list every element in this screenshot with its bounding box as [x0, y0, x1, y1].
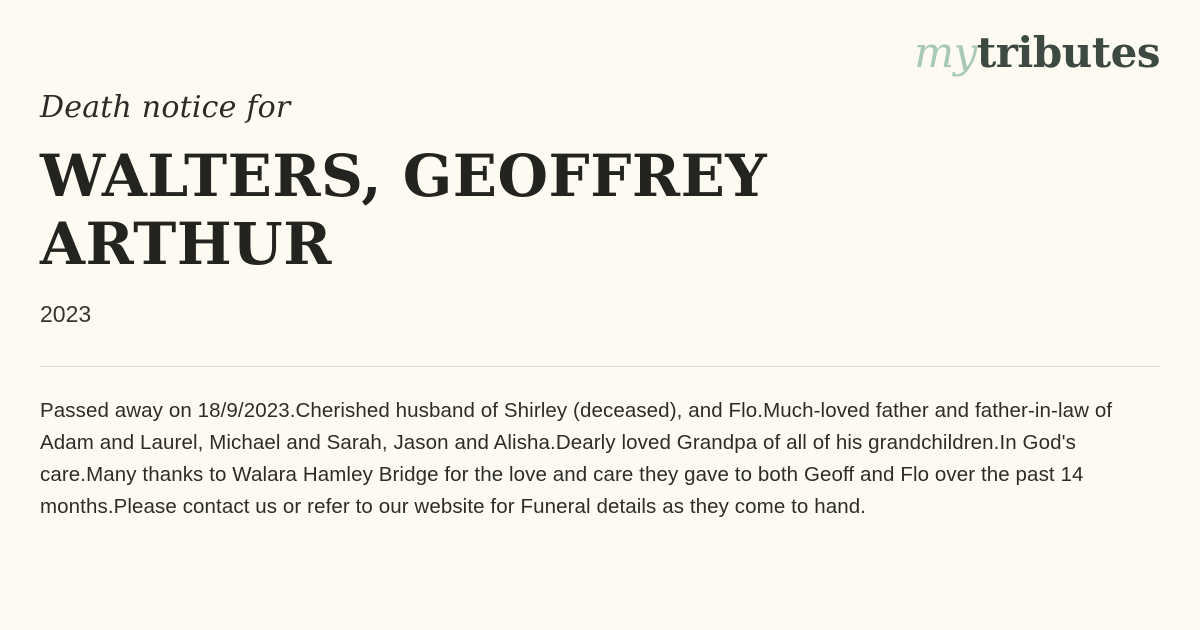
section-divider: [40, 366, 1160, 367]
notice-eyebrow: Death notice for: [40, 90, 291, 125]
logo-my-text: my: [914, 28, 977, 77]
mytributes-logo[interactable]: [914, 28, 1160, 77]
notice-body: Passed away on 18/9/2023.Cherished husband of Shirley (deceased), and Flo.Much-loved father and father-in-law of Adam and Laurel, Michael and Sarah, Jason and Alisha.Dearly loved Grandpa of all of his grandchildren.In God's care.Many thanks to Walara Hamley Bridge for the love and care they gave to both Geoff and Flo over the past 14 months.Please contact us or refer to our website for Funeral details as they come to hand.: [40, 399, 1113, 518]
logo-tributes-text: tributes: [976, 28, 1160, 77]
notice-year: 2023: [40, 300, 92, 327]
page-title: WALTERS, GEOFFREY ARTHUR: [40, 142, 768, 279]
